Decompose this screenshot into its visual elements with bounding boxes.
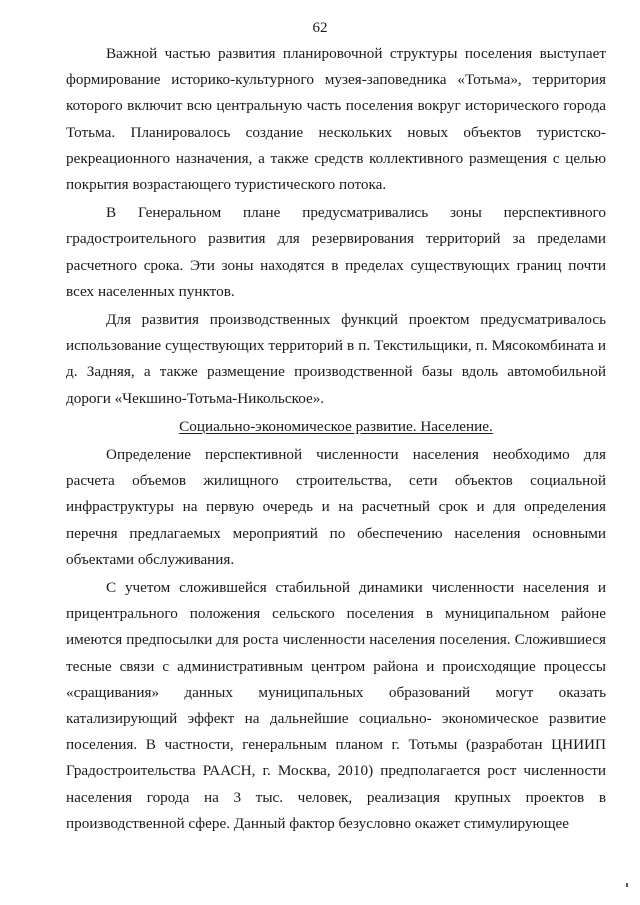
margin-mark <box>626 883 628 887</box>
paragraph-production-functions: Для развития производственных функций проектом предусматривалось использование существующих территорий в п. Текстильщики, п. Мясокомбината и д. Задняя, а также размещение производственной базы вдоль автомобильной дороги «Чекшино-Тотьма-Никольское». <box>66 311 606 407</box>
paragraph-museum-reserve: Важной частью развития планировочной структуры поселения выступает формирование историко-культурного музея-заповедника «Тотьма», территория которого включит всю центральную часть поселения вокруг исторического города Тотьма. Планировалось создание нескольких новых объектов туристско-рекреационного назначения, а также средств коллективного размещения с целью покрытия возрастающего туристического потока. <box>66 45 606 194</box>
paragraph-population-growth: С учетом сложившейся стабильной динамики численности населения и прицентрального положения сельского поселения в муниципальном районе имеются предпосылки для роста численности населения поселения. Сложившиеся тесные связи с административным центром района и происходящие процессы «сращивания» данных муниципальных образований могут оказать катализирующий эффект на дальнейшие социально- экономическое развитие поселения. В частности, генеральным планом г. Тотьмы (разработан ЦНИИП Градостроительства РААСН, г. Москва, 2010) предполагается рост численности населения города на 3 тыс. человек, реализация крупных проектов в производственной сфере. Данный фактор безусловно окажет стимулирующее <box>66 579 606 832</box>
section-heading: Социально-экономическое развитие. Население. <box>179 417 493 435</box>
document-body <box>66 41 606 837</box>
page-number: 62 <box>312 20 328 36</box>
paragraph-development-zones: В Генеральном плане предусматривались зоны перспективного градостроительного развития для резервирования территорий за пределами расчетного срока. Эти зоны находятся в пределах существующих границ почти всех населенных пунктов. <box>66 204 606 300</box>
paragraph-population-forecast: Определение перспективной численности населения необходимо для расчета объемов жилищного строительства, сети объектов социальной инфраструктуры на первую очередь и на расчетный срок и для определения перечня предлагаемых мероприятий по обеспечению населения основными объектами обслуживания. <box>66 446 606 568</box>
